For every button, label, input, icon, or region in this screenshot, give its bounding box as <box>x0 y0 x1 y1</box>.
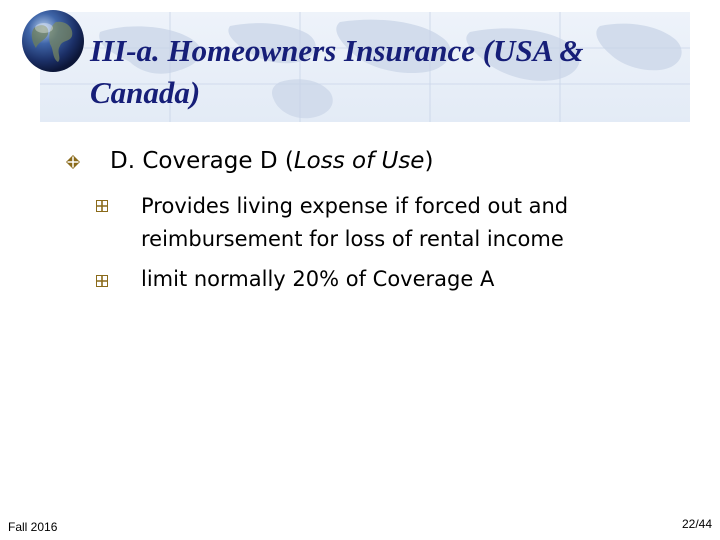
square-cross-bullet-icon <box>96 200 108 212</box>
bullet-level1-prefix: D. Coverage D ( <box>110 148 294 174</box>
bullet-level2-line: reimbursement for loss of rental income <box>141 227 564 251</box>
bullet-level1-italic: Loss of Use <box>293 148 425 174</box>
square-cross-bullet-icon <box>96 275 108 287</box>
bullet-level2-line: Provides living expense if forced out and <box>141 194 569 218</box>
globe-icon <box>20 8 86 74</box>
footer-page-number: 22/44 <box>681 517 712 531</box>
bullet-level1-suffix: ) <box>424 148 434 174</box>
bullet-level1-text <box>110 144 433 178</box>
bullet-level2-line: limit normally 20% of Coverage A <box>141 267 495 291</box>
footer-date: Fall 2016 <box>8 520 58 534</box>
diamond-cross-bullet-icon <box>66 155 80 169</box>
bullet-level2-item <box>141 263 494 296</box>
bullet-level2-item <box>141 190 568 256</box>
slide-title: III-a. Homeowners Insurance (USA & Canada) <box>90 33 584 110</box>
